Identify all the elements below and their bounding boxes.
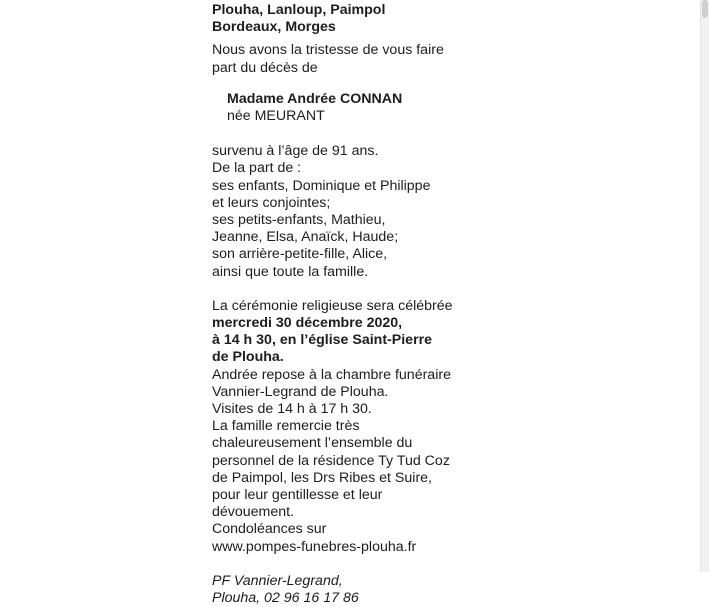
family-line: ses petits-enfants, Mathieu, xyxy=(212,212,386,229)
family-line: De la part de : xyxy=(212,160,302,177)
deceased-name: Madame Andrée CONNAN xyxy=(227,90,403,107)
condolences-label: Condoléances sur xyxy=(212,521,327,538)
family-line: ainsi que toute la famille. xyxy=(212,263,369,280)
deceased-maiden-name: née MEURANT xyxy=(227,108,325,125)
condolences-website-link[interactable]: www.pompes-funebres-plouha.fr xyxy=(212,538,417,555)
thanks-line: La famille remercie très xyxy=(212,418,360,435)
signature-block xyxy=(212,573,462,607)
thanks-line: de Paimpol, les Drs Ribes et Suire, xyxy=(212,469,432,486)
family-line: et leurs conjointes; xyxy=(212,194,331,211)
funeral-home-name: PF Vannier-Legrand, xyxy=(212,572,343,589)
ceremony-time-place: à 14 h 30, en l’église Saint-Pierre xyxy=(212,332,433,349)
vertical-scrollbar[interactable] xyxy=(700,0,709,572)
intro-line: Nous avons la tristesse de vous faire xyxy=(212,42,444,59)
header-line-1: Plouha, Lanloup, Paimpol xyxy=(212,2,386,18)
obituary-notice xyxy=(212,2,462,607)
ceremony-detail-line: Vannier-Legrand de Plouha. xyxy=(212,383,389,400)
thanks-line: chaleureusement l’ensemble du xyxy=(212,435,413,452)
ceremony-detail-line: Andrée repose à la chambre funéraire xyxy=(212,366,451,383)
ceremony-section xyxy=(212,298,462,556)
family-line: ses enfants, Dominique et Philippe xyxy=(212,177,431,194)
scrollbar-thumb[interactable] xyxy=(702,0,708,18)
family-line: survenu à l’âge de 91 ans. xyxy=(212,143,379,160)
thanks-line: personnel de la résidence Ty Tud Coz xyxy=(212,452,450,469)
funeral-home-contact: Plouha, 02 96 16 17 86 xyxy=(212,590,359,607)
deceased-block xyxy=(212,91,462,125)
header-locations xyxy=(212,2,462,36)
header-line-2: Bordeaux, Morges xyxy=(212,19,336,36)
intro-line: part du décès de xyxy=(212,59,318,76)
thanks-line: dévouement. xyxy=(212,504,295,521)
visiting-hours: Visites de 14 h à 17 h 30. xyxy=(212,401,372,418)
family-list xyxy=(212,143,462,281)
ceremony-date: mercredi 30 décembre 2020, xyxy=(212,315,403,332)
family-line: Jeanne, Elsa, Anaïck, Haude; xyxy=(212,229,399,246)
ceremony-intro: La cérémonie religieuse sera célébrée xyxy=(212,297,453,314)
thanks-line: pour leur gentillesse et leur xyxy=(212,487,383,504)
intro-text xyxy=(212,42,462,76)
family-line: son arrière-petite-fille, Alice, xyxy=(212,246,388,263)
ceremony-place: de Plouha. xyxy=(212,349,284,366)
